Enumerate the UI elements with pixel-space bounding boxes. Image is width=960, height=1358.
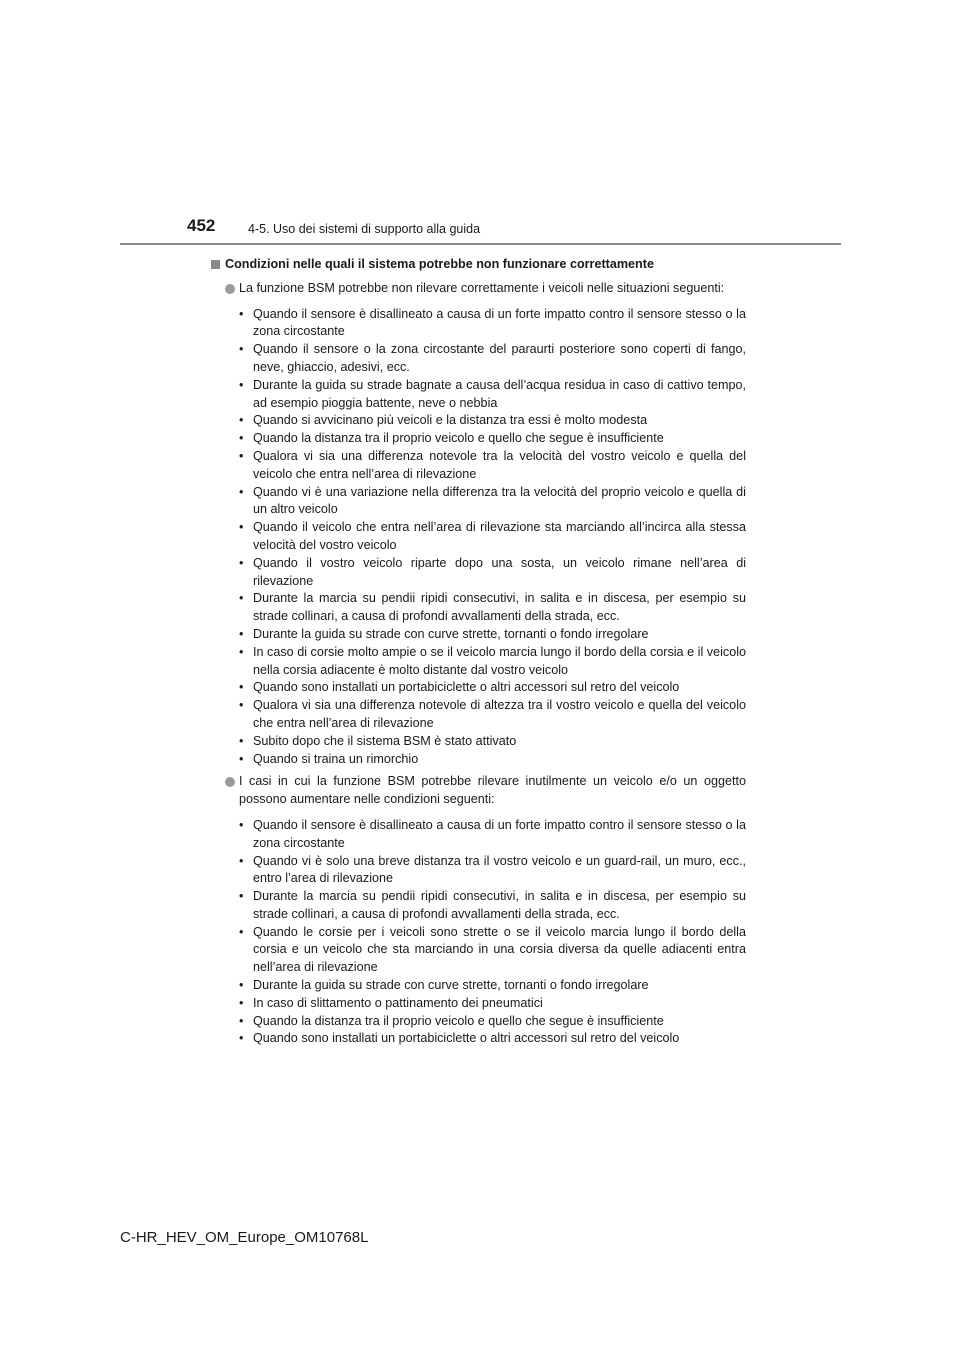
list-item bbox=[239, 888, 746, 924]
list-item bbox=[239, 519, 746, 555]
list-item-text: Durante la guida su strade con curve strette, tornanti o fondo irregolare bbox=[253, 626, 649, 641]
bullet-dot-icon: • bbox=[239, 1013, 244, 1028]
bullet-dot-icon: • bbox=[239, 448, 244, 463]
bullet-dot-icon: • bbox=[239, 924, 244, 939]
list-item-text: Qualora vi sia una differenza notevole tra la velocità del vostro veicolo e quella del veicolo che entra nell’area di rilevazione bbox=[253, 448, 746, 481]
bullet-dot-icon: • bbox=[239, 817, 244, 832]
list-item bbox=[239, 995, 746, 1013]
bullet-2-list bbox=[210, 817, 746, 1048]
bullet-1-list bbox=[210, 306, 746, 769]
list-item-text: Quando sono installati un portabiciclette o altri accessori sul retro del veicolo bbox=[253, 1031, 680, 1046]
heading bbox=[210, 256, 746, 274]
list-item bbox=[239, 697, 746, 733]
list-item-text: Durante la guida su strade con curve strette, tornanti o fondo irregolare bbox=[253, 978, 649, 993]
list-item bbox=[239, 412, 746, 430]
content bbox=[210, 256, 746, 1053]
bullet-dot-icon: • bbox=[239, 978, 244, 993]
square-bullet-icon bbox=[211, 260, 220, 269]
list-item bbox=[239, 341, 746, 377]
list-item bbox=[239, 1013, 746, 1031]
list-item-text: Quando sono installati un portabiciclette o altri accessori sul retro del veicolo bbox=[253, 680, 680, 695]
list-item-text: Durante la guida su strade bagnate a causa dell’acqua residua in caso di cattivo tempo, ad esempio pioggia battente, neve o nebbia bbox=[253, 377, 746, 410]
bullet-2-text: I casi in cui la funzione BSM potrebbe rilevare inutilmente un veicolo e/o un oggetto possono aumentare nelle condizioni seguenti: bbox=[239, 774, 746, 807]
bullet-dot-icon: • bbox=[239, 751, 244, 766]
list-item-text: Quando vi è una variazione nella differenza tra la velocità del proprio veicolo e quella di un altro veicolo bbox=[253, 484, 746, 517]
list-item-text: Quando le corsie per i veicoli sono strette o se il veicolo marcia lungo il bordo della corsia e un veicolo che sta marciando in una corsia diversa da quelle adiacenti entra nell’area di rilevazione bbox=[253, 924, 746, 975]
list-item bbox=[239, 853, 746, 889]
heading-text: Condizioni nelle quali il sistema potrebbe non funzionare correttamente bbox=[225, 257, 654, 271]
list-item-text: Qualora vi sia una differenza notevole di altezza tra il vostro veicolo e quella del veicolo che entra nell’area di rilevazione bbox=[253, 698, 746, 730]
list-item bbox=[239, 751, 746, 769]
list-item bbox=[239, 590, 746, 626]
footer-doc-id: C-HR_HEV_OM_Europe_OM10768L bbox=[120, 1229, 369, 1246]
list-item-text: Subito dopo che il sistema BSM è stato attivato bbox=[253, 733, 517, 748]
list-item-text: Quando il sensore è disallineato a causa di un forte impatto contro il sensore stesso o la zona circostante bbox=[253, 817, 746, 850]
list-item bbox=[239, 626, 746, 644]
list-item-text: In caso di slittamento o pattinamento dei pneumatici bbox=[253, 995, 543, 1010]
list-item bbox=[239, 448, 746, 484]
bullet-dot-icon: • bbox=[239, 733, 244, 748]
bullet-dot-icon: • bbox=[239, 889, 244, 904]
bullet-dot-icon: • bbox=[239, 342, 244, 357]
bullet-dot-icon: • bbox=[239, 306, 244, 321]
bullet-dot-icon: • bbox=[239, 520, 244, 535]
bullet-1-text: La funzione BSM potrebbe non rilevare correttamente i veicoli nelle situazioni seguenti: bbox=[239, 280, 725, 295]
list-item-text: Quando il veicolo che entra nell’area di rilevazione sta marciando all’incirca alla stessa velocità del vostro veicolo bbox=[253, 520, 746, 552]
bullet-dot-icon: • bbox=[239, 698, 244, 713]
list-item-text: Quando si avvicinano più veicoli e la distanza tra essi è molto modesta bbox=[253, 413, 648, 428]
list-item bbox=[239, 733, 746, 751]
list-item-text: Durante la marcia su pendii ripidi consecutivi, in salita e in discesa, per esempio su strade collinari, a causa di profondi avvallamenti della strada, ecc. bbox=[253, 889, 746, 921]
list-item-text: Durante la marcia su pendii ripidi consecutivi, in salita e in discesa, per esempio su strade collinari, a causa di profondi avvallamenti della strada, ecc. bbox=[253, 591, 746, 624]
list-item-text: Quando la distanza tra il proprio veicolo e quello che segue è insufficiente bbox=[253, 1013, 664, 1028]
bullet-dot-icon: • bbox=[239, 591, 244, 606]
bullet-dot-icon: • bbox=[239, 377, 244, 392]
list-item bbox=[239, 306, 746, 342]
list-item bbox=[239, 484, 746, 520]
list-item-text: Quando si traina un rimorchio bbox=[253, 751, 419, 766]
bullet-dot-icon: • bbox=[239, 431, 244, 446]
list-item bbox=[239, 430, 746, 448]
list-item-text: Quando vi è solo una breve distanza tra il vostro veicolo e un guard-rail, un muro, ecc., entro l’area di rilevazione bbox=[253, 853, 746, 886]
bullet-1 bbox=[210, 280, 746, 298]
list-item bbox=[239, 817, 746, 853]
circle-bullet-icon bbox=[225, 284, 235, 294]
list-item bbox=[239, 924, 746, 977]
list-item-text: In caso di corsie molto ampie o se il veicolo marcia lungo il bordo della corsia e il veicolo nella corsia adiacente è molto distante dal vostro veicolo bbox=[253, 644, 746, 677]
list-item bbox=[239, 977, 746, 995]
list-item bbox=[239, 679, 746, 697]
section-title: 4-5. Uso dei sistemi di supporto alla guida bbox=[248, 222, 481, 236]
list-item bbox=[239, 1030, 746, 1048]
page-number: 452 bbox=[187, 216, 216, 235]
bullet-dot-icon: • bbox=[239, 995, 244, 1010]
bullet-2 bbox=[210, 773, 746, 809]
list-item bbox=[239, 555, 746, 591]
bullet-dot-icon: • bbox=[239, 680, 244, 695]
bullet-dot-icon: • bbox=[239, 626, 244, 641]
bullet-dot-icon: • bbox=[239, 413, 244, 428]
bullet-dot-icon: • bbox=[239, 853, 244, 868]
list-item-text: Quando la distanza tra il proprio veicolo e quello che segue è insufficiente bbox=[253, 431, 664, 446]
circle-bullet-icon bbox=[225, 777, 235, 787]
list-item-text: Quando il sensore o la zona circostante del paraurti posteriore sono coperti di fango, neve, ghiaccio, adesivi, ecc. bbox=[253, 342, 746, 374]
list-item bbox=[239, 377, 746, 413]
bullet-dot-icon: • bbox=[239, 644, 244, 659]
bullet-dot-icon: • bbox=[239, 1031, 244, 1046]
list-item bbox=[239, 644, 746, 680]
list-item-text: Quando il vostro veicolo riparte dopo una sosta, un veicolo rimane nell’area di rilevazione bbox=[253, 555, 746, 588]
bullet-dot-icon: • bbox=[239, 484, 244, 499]
bullet-dot-icon: • bbox=[239, 555, 244, 570]
header-rule bbox=[120, 243, 841, 245]
list-item-text: Quando il sensore è disallineato a causa di un forte impatto contro il sensore stesso o la zona circostante bbox=[253, 306, 746, 339]
